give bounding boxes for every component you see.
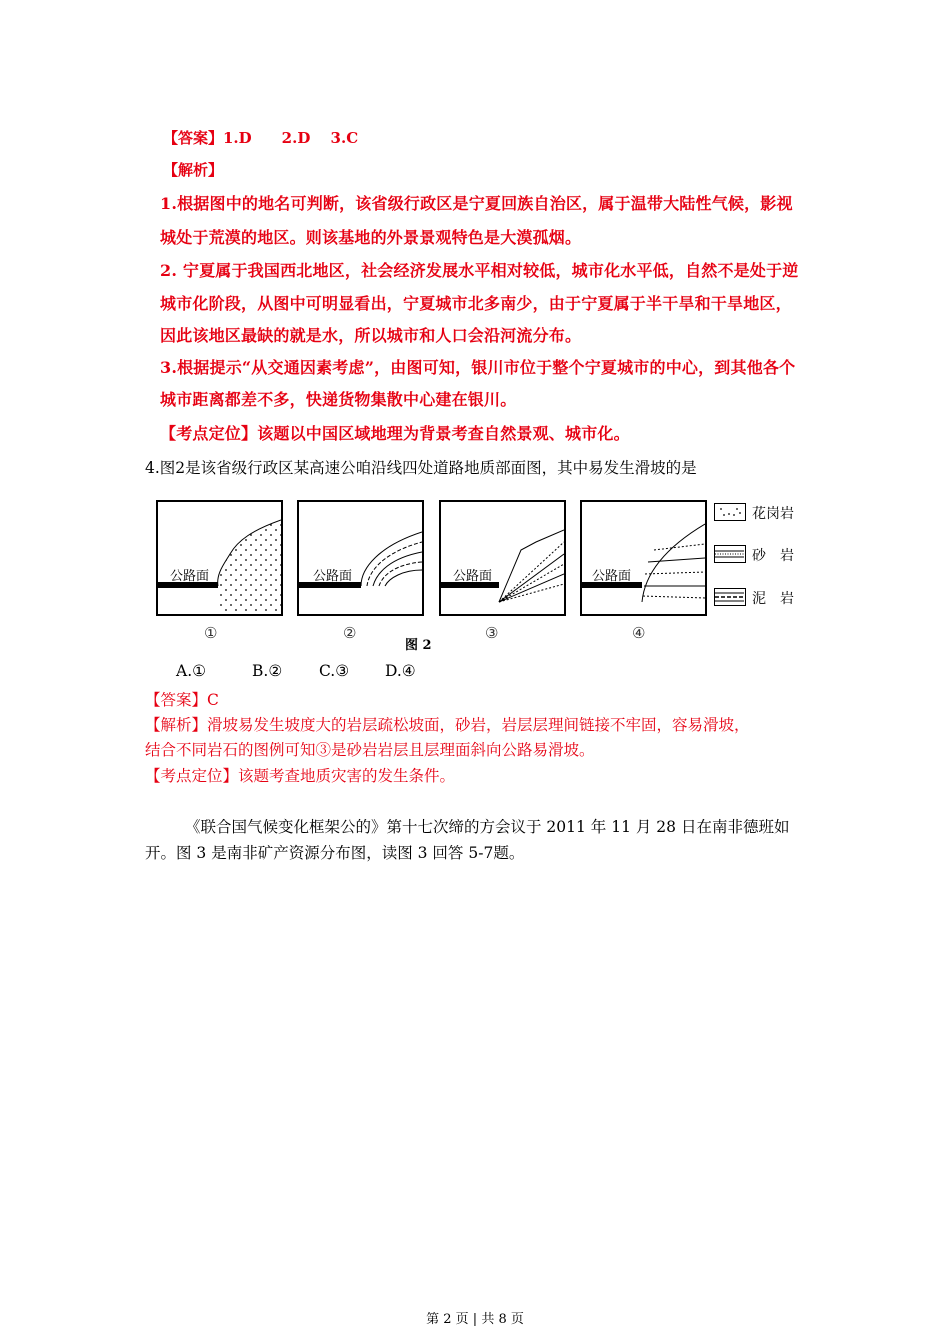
question4-analysis-line2: 结合不同岩石的图例可知③是砂岩岩层且层理面斜向公路易滑坡。 (145, 741, 595, 759)
curved-strata (299, 502, 422, 614)
figure-number-4: ④ (632, 624, 646, 642)
intro-line1: 《联合国气候变化框架公的》第十七次缔的方会议于 2011 年 11 月 28 日在南非德班如 (185, 818, 790, 836)
road-label: 公路面 (453, 569, 493, 584)
analysis-point3-line1: 3.根据提示“从交通因素考虑”，由图可知，银川市位于整个宁夏城市的中心，到其他各个 (160, 358, 796, 377)
legend-granite: 花岗岩 (752, 506, 794, 522)
option-a: A.① (176, 662, 207, 680)
analysis-point1-line2: 城处于荒漠的地区。则该基地的外景景观特色是大漠孤烟。 (160, 228, 582, 247)
legend-mudstone: 泥 岩 (752, 591, 794, 607)
figure-panel-3 (439, 500, 566, 616)
answer-line: 【答案】1.D 2.D 3.C (163, 129, 359, 147)
analysis-point3-line2: 城市距离都差不多，快递货物集散中心建在银川。 (160, 390, 517, 409)
dipping-strata (441, 502, 564, 614)
figure-number-2: ② (343, 624, 357, 642)
question4-kaodian: 【考点定位】该题考查地质灾害的发生条件。 (145, 767, 456, 785)
mudstone-legend-swatch (714, 588, 746, 606)
analysis-point1-line1: 1.根据图中的地名可判断，该省级行政区是宁夏回族自治区，属于温带大陆性气候，影视 (160, 194, 793, 213)
option-d: D.④ (385, 662, 416, 680)
figure-caption: 图 2 (405, 638, 432, 653)
intro-line2: 开。图 3 是南非矿产资源分布图，读图 3 回答 5-7题。 (145, 844, 525, 862)
figure-panel-1 (156, 500, 283, 616)
option-c: C.③ (319, 662, 350, 680)
sandstone-legend-swatch (714, 545, 746, 563)
reverse-dip-strata (582, 502, 705, 614)
kaodian-1: 【考点定位】该题以中国区域地理为背景考查自然景观、城市化。 (160, 424, 630, 443)
figure-panel-2 (297, 500, 424, 616)
granite-slope (158, 502, 281, 614)
figure-panel-4 (580, 500, 707, 616)
road-label: 公路面 (313, 569, 353, 584)
analysis-heading: 【解析】 (163, 161, 224, 179)
road-label: 公路面 (592, 569, 632, 584)
option-b: B.② (252, 662, 283, 680)
road-label: 公路面 (170, 569, 210, 584)
legend-sandstone: 砂 岩 (752, 548, 794, 564)
analysis-point2-line3: 因此该地区最缺的就是水，所以城市和人口会沿河流分布。 (160, 326, 582, 345)
question4-answer: 【答案】C (145, 691, 219, 709)
analysis-point2-line1: 2. 宁夏属于我国西北地区，社会经济发展水平相对较低，城市化水平低，自然不是处于逆 (160, 261, 799, 280)
figure-number-3: ③ (485, 624, 499, 642)
figure-number-1: ① (204, 624, 218, 642)
question4-stem: 4.图2是该省级行政区某高速公咱沿线四处道路地质部面图，其中易发生滑坡的是 (145, 459, 697, 477)
granite-legend-swatch (714, 503, 746, 521)
page-footer: 第 2 页 | 共 8 页 (426, 1312, 524, 1327)
analysis-point2-line2: 城市化阶段，从图中可明显看出，宁夏城市北多南少，由于宁夏属于半干旱和干旱地区， (160, 294, 792, 313)
question4-analysis-line1: 【解析】滑坡易发生坡度大的岩层疏松坡面，砂岩，岩层层理间链接不牢固，容易滑坡， (145, 716, 750, 734)
